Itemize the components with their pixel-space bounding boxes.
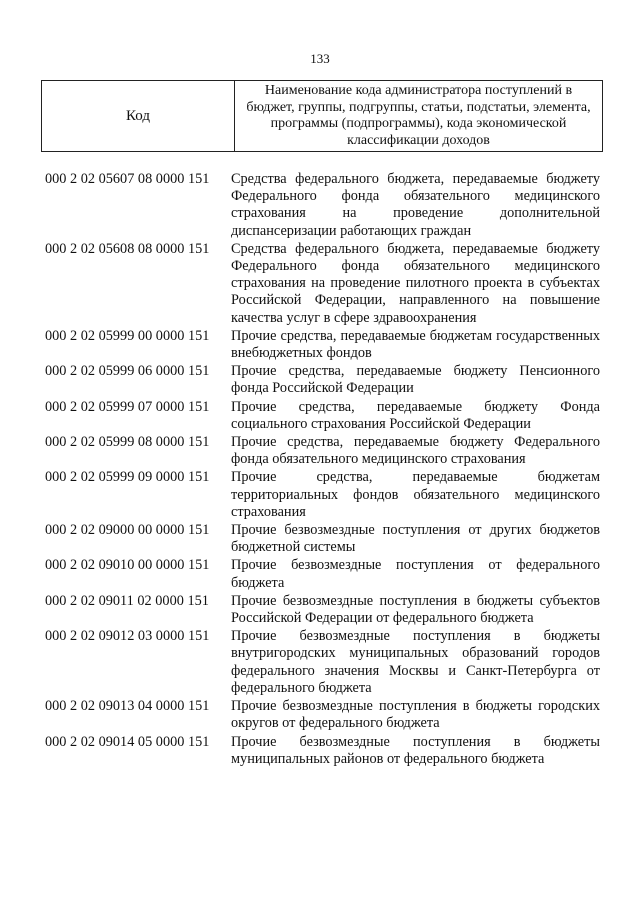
row-description: Средства федерального бюджета, передаваемые бюджету Федерального фонда обязательного медицинского страхования на проведение дополнительной диспансеризации работающих граждан [231, 171, 600, 239]
row-code: 000 2 02 05999 00 0000 151 [45, 327, 210, 344]
row-code: 000 2 02 09010 00 0000 151 [45, 557, 210, 574]
row-description: Прочие безвозмездные поступления в бюджеты субъектов Российской Федерации от федерального бюджета [231, 592, 600, 627]
row-description: Прочие средства, передаваемые бюджетам государственных внебюджетных фондов [231, 327, 600, 362]
row-description: Прочие безвозмездные поступления в бюджеты внутригородских муниципальных образований городов федерального значения Москвы и Санкт-Петербурга от федерального бюджета [231, 628, 600, 696]
row-description: Прочие безвозмездные поступления в бюджеты городских округов от федерального бюджета [231, 698, 600, 732]
table-row [45, 734, 600, 768]
table-row [45, 522, 600, 556]
table-row [45, 593, 600, 627]
row-description: Прочие безвозмездные поступления в бюджеты муниципальных районов от федерального бюджета [231, 733, 600, 767]
table-header [41, 80, 603, 152]
header-name-label: Наименование кода администратора поступлений в бюджет, группы, подгруппы, статьи, подстатьи, элемента, программы (подпрограммы), кода экономической классификации доходов [246, 83, 591, 148]
classification-list [45, 171, 600, 769]
row-code: 000 2 02 09013 04 0000 151 [45, 698, 210, 715]
row-description: Прочие средства, передаваемые бюджетам территориальных фондов обязательного медицинского страхования [231, 469, 600, 520]
row-code: 000 2 02 09011 02 0000 151 [45, 592, 209, 609]
table-row [45, 363, 600, 397]
table-row [45, 399, 600, 433]
row-code: 000 2 02 05999 06 0000 151 [45, 363, 210, 380]
row-code: 000 2 02 09012 03 0000 151 [45, 628, 210, 645]
table-row [45, 434, 600, 468]
table-row [45, 171, 600, 240]
row-code: 000 2 02 05608 08 0000 151 [45, 240, 210, 257]
row-code: 000 2 02 05607 08 0000 151 [45, 171, 210, 187]
row-description: Прочие безвозмездные поступления от других бюджетов бюджетной системы [231, 522, 600, 556]
row-description: Средства федерального бюджета, передаваемые бюджету Федерального фонда обязательного медицинского страхования на проведение пилотного проекта в субъектах Российской Федерации, направленного на повышение качества услуг в сфере здравоохранения [231, 240, 600, 326]
header-code-label: Код [42, 81, 235, 151]
table-row [45, 241, 600, 327]
row-code: 000 2 02 05999 07 0000 151 [45, 398, 210, 415]
row-code: 000 2 02 09000 00 0000 151 [45, 522, 210, 539]
row-description: Прочие средства, передаваемые бюджету Фонда социального страхования Российской Федерации [231, 398, 600, 432]
row-code: 000 2 02 05999 08 0000 151 [45, 434, 210, 451]
row-description: Прочие средства, передаваемые бюджету Пенсионного фонда Российской Федерации [231, 363, 600, 397]
row-code: 000 2 02 05999 09 0000 151 [45, 469, 210, 486]
table-row [45, 698, 600, 732]
row-code: 000 2 02 09014 05 0000 151 [45, 733, 210, 750]
table-row [45, 557, 600, 591]
table-row [45, 469, 600, 521]
table-row [45, 628, 600, 697]
row-description: Прочие безвозмездные поступления от федерального бюджета [231, 557, 600, 591]
page-number: 133 [310, 51, 330, 66]
table-row [45, 328, 600, 362]
row-description: Прочие средства, передаваемые бюджету Федерального фонда обязательного медицинского страхования [231, 434, 600, 468]
